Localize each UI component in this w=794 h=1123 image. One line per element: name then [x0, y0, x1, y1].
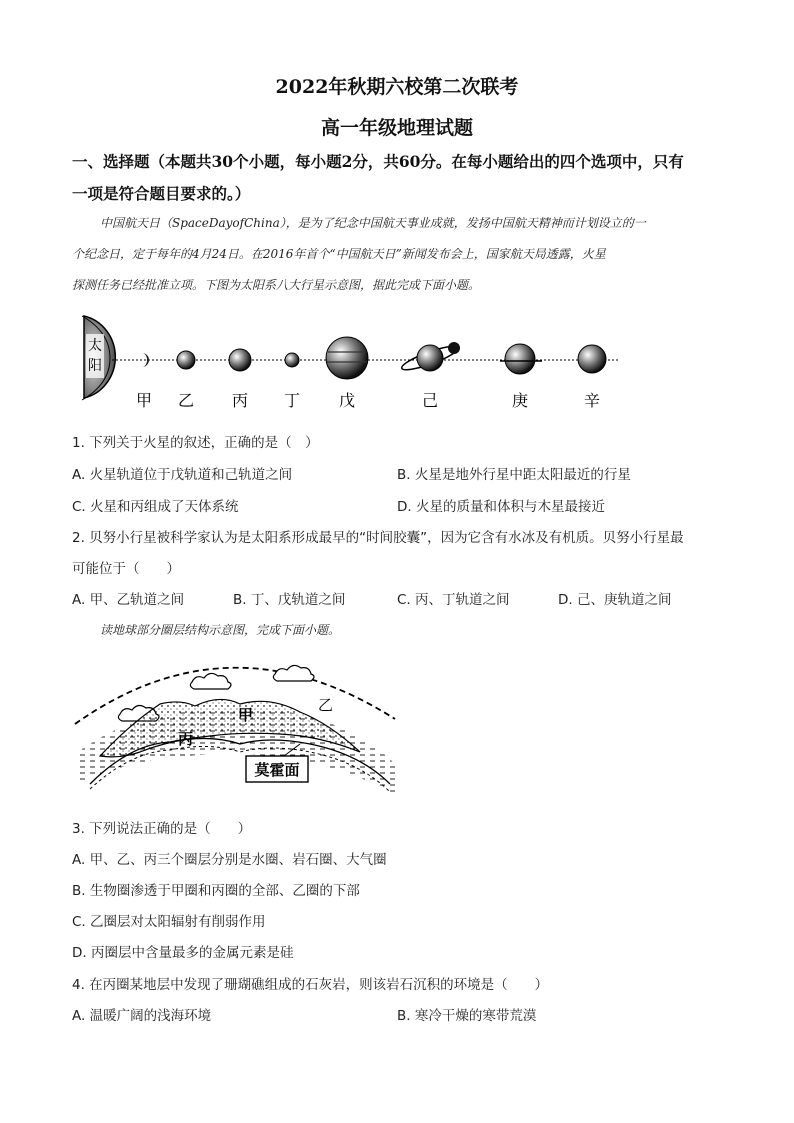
section-heading-line1: 一、选择题（本题共30个小题，每小题2分，共60分。在每小题给出的四个选项中，只有 [72, 152, 684, 171]
label-jia: 甲 [135, 391, 153, 410]
section-heading-line2: 一项是符合题目要求的。） [72, 184, 251, 203]
label-bing: 丙 [231, 391, 249, 410]
planet-xin-icon [578, 345, 606, 373]
q2-option-a[interactable]: A. 甲、乙轨道之间 [72, 592, 185, 608]
planet-ding-icon [285, 353, 299, 367]
sun-label-2: 阳 [88, 358, 102, 374]
q4-option-b[interactable]: B. 寒冷干燥的寒带荒漠 [397, 1008, 537, 1024]
passage1-line3: 探测任务已经批准立项。下图为太阳系八大行星示意图，据此完成下面小题。 [72, 278, 481, 292]
planet-geng-icon [500, 344, 542, 374]
label-ji: 己 [421, 391, 439, 410]
q3-option-b[interactable]: B. 生物圈渗透于甲圈和丙圈的全部、乙圈的下部 [72, 883, 360, 899]
q3-option-d[interactable]: D. 丙圈层中含量最多的金属元素是硅 [72, 945, 294, 961]
label-jia-layer: 甲 [238, 706, 254, 724]
q3-stem: 3. 下列说法正确的是（ ） [72, 821, 252, 837]
label-wu: 戊 [338, 391, 356, 410]
exam-subtitle: 高一年级地理试题 [320, 117, 473, 139]
label-geng: 庚 [511, 391, 529, 410]
q2-stem-line2: 可能位于（ ） [72, 561, 180, 577]
q1-option-a[interactable]: A. 火星轨道位于戊轨道和己轨道之间 [72, 467, 293, 483]
planet-yi-icon [177, 351, 195, 369]
exam-title: 2022年秋期六校第二次联考 [275, 76, 519, 98]
label-moho: 莫霍面 [254, 761, 300, 779]
label-yi-layer: 乙 [318, 696, 334, 714]
q1-stem: 1. 下列关于火星的叙述，正确的是（ ） [72, 435, 319, 451]
planet-wu-icon [326, 337, 368, 379]
q2-option-d[interactable]: D. 己、庚轨道之间 [558, 592, 672, 608]
planet-labels [80, 386, 640, 414]
passage2-text: 读地球部分圈层结构示意图，完成下面小题。 [100, 623, 341, 637]
q2-stem-line1: 2. 贝努小行星被科学家认为是太阳系形成最早的“时间胶囊”，因为它含有水冰及有机质。贝努小行星最 [72, 530, 684, 546]
q2-option-b[interactable]: B. 丁、戊轨道之间 [233, 592, 346, 608]
label-yi: 乙 [177, 391, 195, 410]
sun-label-1: 太 [88, 338, 102, 354]
label-xin: 辛 [583, 391, 601, 410]
planet-ji-icon [400, 342, 460, 374]
passage1-line2: 个纪念日，定于每年的4月24日。在2016年首个“中国航天日”新闻发布会上，国家航天局透露，火星 [72, 247, 606, 261]
passage1-line1: 中国航天日（SpaceDayofChina），是为了纪念中国航天事业成就，发扬中国航天精神而计划设立的一 [100, 216, 646, 230]
earth-layers-figure [70, 644, 400, 794]
planet-bing-icon [229, 349, 251, 371]
q2-option-c[interactable]: C. 丙、丁轨道之间 [397, 592, 510, 608]
label-ding: 丁 [283, 391, 301, 410]
label-bing-layer: 丙 [178, 730, 194, 748]
q3-option-a[interactable]: A. 甲、乙、丙三个圈层分别是水圈、岩石圈、大气圈 [72, 852, 387, 868]
q1-option-d[interactable]: D. 火星的质量和体积与木星最接近 [397, 499, 605, 515]
q4-option-a[interactable]: A. 温暖广阔的浅海环境 [72, 1008, 212, 1024]
q1-option-c[interactable]: C. 火星和丙组成了天体系统 [72, 499, 239, 515]
q1-option-b[interactable]: B. 火星是地外行星中距太阳最近的行星 [397, 467, 631, 483]
q3-option-c[interactable]: C. 乙圈层对太阳辐射有削弱作用 [72, 914, 266, 930]
q4-stem: 4. 在丙圈某地层中发现了珊瑚礁组成的石灰岩，则该岩石沉积的环境是（ ） [72, 977, 549, 993]
